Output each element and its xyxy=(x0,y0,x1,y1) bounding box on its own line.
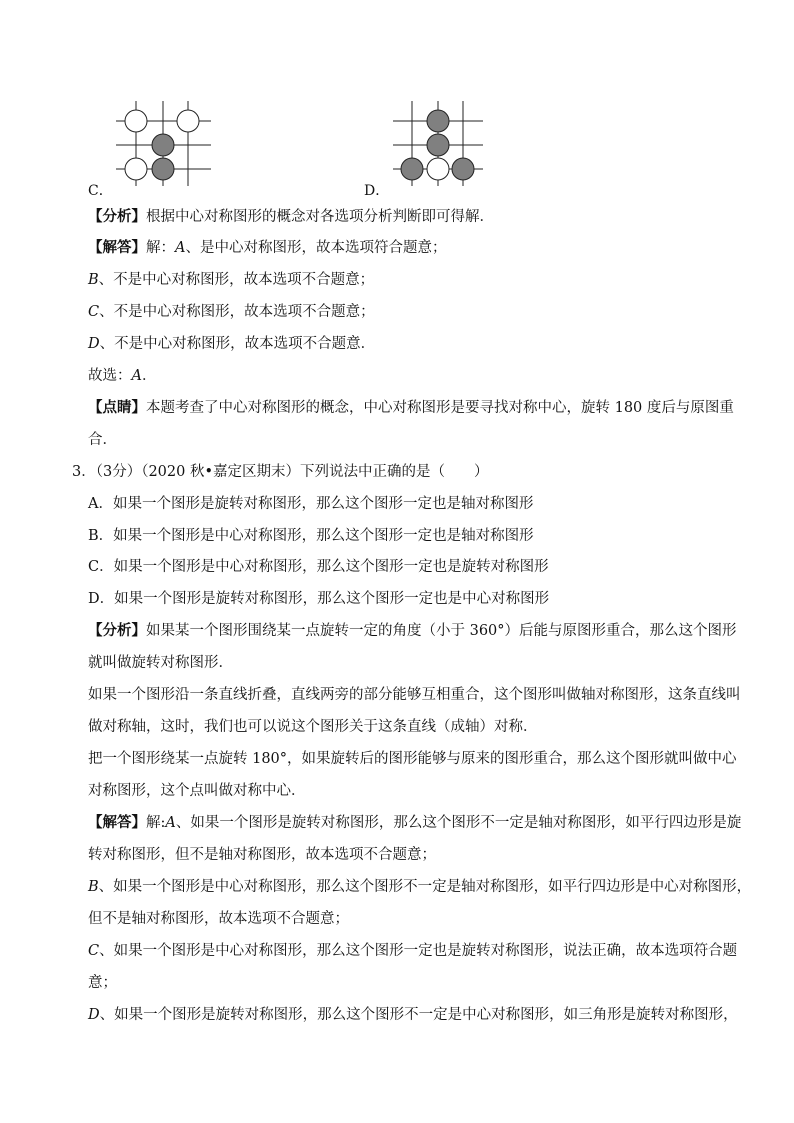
white-stone xyxy=(125,158,147,180)
option-letter: C xyxy=(88,943,100,959)
figure-d-go-board xyxy=(388,96,488,186)
q2-analysis xyxy=(88,207,494,227)
analysis-text: 如果一个图形沿一条直线折叠，直线两旁的部分能够互相重合，这个图形叫做轴对称图形，这条直线叫 xyxy=(88,687,741,703)
choice-suffix: ． xyxy=(141,368,157,384)
black-stone xyxy=(152,134,174,156)
analysis-tag: 【分析】 xyxy=(88,208,146,225)
option-letter: B xyxy=(88,272,99,288)
q3-answer-7 xyxy=(88,1005,738,1025)
answer-text: 、不是中心对称图形，故本选项不合题意； xyxy=(99,304,375,320)
q3-analysis-3 xyxy=(88,685,741,705)
analysis-text: 对称图形，这个点叫做对称中心． xyxy=(88,783,306,799)
answer-text: 、如果一个图形是中心对称图形，那么这个图形一定也是旋转对称图形，说法正确，故本选项符合题 xyxy=(99,943,738,959)
comment-text: 合． xyxy=(88,432,117,448)
choice-prefix: 故选： xyxy=(88,368,132,384)
analysis-text: 做对称轴，这时，我们也可以说这个图形关于这条直线（成轴）对称． xyxy=(88,719,538,735)
q3-analysis-6 xyxy=(88,781,306,801)
figure-d-label: D． xyxy=(364,183,390,199)
question-stem: 3．（3分）（2020 秋•嘉定区期末）下列说法中正确的是（ ） xyxy=(72,464,489,480)
q2-answer-line-c xyxy=(88,302,375,322)
option-letter: C xyxy=(88,304,100,320)
white-stone xyxy=(427,158,449,180)
option-text: D．如果一个图形是旋转对称图形，那么这个图形一定也是中心对称图形 xyxy=(88,591,550,607)
q3-stem xyxy=(72,462,489,482)
q3-answer-4 xyxy=(88,909,349,929)
q3-answer-3 xyxy=(88,877,751,897)
figure-c-label: C． xyxy=(88,183,113,199)
q3-analysis-5 xyxy=(88,749,737,769)
option-letter: A xyxy=(165,815,176,831)
q3-option-b xyxy=(88,526,534,546)
option-figures xyxy=(88,96,728,199)
answer-prefix: 解： xyxy=(146,240,175,256)
black-stone xyxy=(452,158,474,180)
answer-text: 意； xyxy=(88,975,117,991)
q3-option-d xyxy=(88,589,549,609)
analysis-text: 如果某一个图形围绕某一点旋转一定的角度（小于 360°）后能与原图形重合，那么这个图形 xyxy=(146,623,737,639)
q3-answer-6 xyxy=(88,973,117,993)
analysis-tag: 【分析】 xyxy=(88,622,146,639)
option-letter: B xyxy=(88,879,99,895)
answer-text: 、如果一个图形是中心对称图形，那么这个图形不一定是轴对称图形，如平行四边形是中心对称图形， xyxy=(98,879,752,895)
analysis-text: 把一个图形绕某一点旋转 180°，如果旋转后的图形能够与原来的图形重合，那么这个图形就叫做中心 xyxy=(88,751,737,767)
option-letter: A xyxy=(175,240,186,256)
black-stone xyxy=(401,158,423,180)
white-stone xyxy=(177,110,199,132)
q2-comment-cont xyxy=(88,430,117,450)
q2-answer-line-a xyxy=(88,238,446,258)
figure-c-go-board xyxy=(116,96,216,186)
answer-text: 、如果一个图形是旋转对称图形，那么这个图形不一定是轴对称图形，如平行四边形是旋 xyxy=(175,815,742,831)
q3-analysis-4 xyxy=(88,717,538,737)
q3-option-c xyxy=(88,557,549,577)
answer-tag: 【解答】 xyxy=(88,239,146,256)
q3-answer-5 xyxy=(88,941,737,961)
comment-tag: 【点睛】 xyxy=(88,399,146,416)
q3-answer-2 xyxy=(88,845,436,865)
answer-text: 、不是中心对称图形，故本选项不合题意． xyxy=(99,336,376,352)
option-letter: D xyxy=(88,336,100,352)
comment-text: 本题考查了中心对称图形的概念，中心对称图形是要寻找对称中心，旋转 180 度后与原图重 xyxy=(146,400,734,416)
q2-answer-line-d xyxy=(88,334,375,354)
q3-answer-1 xyxy=(88,813,741,833)
option-letter: D xyxy=(88,1007,100,1023)
q3-analysis-1 xyxy=(88,621,737,641)
answer-tag: 【解答】 xyxy=(88,814,146,831)
black-stone xyxy=(427,110,449,132)
answer-text: 、不是中心对称图形，故本选项不合题意； xyxy=(98,272,375,288)
answer-text: 、如果一个图形是旋转对称图形，那么这个图形不一定是中心对称图形，如三角形是旋转对称图形， xyxy=(99,1007,738,1023)
q2-answer-line-b xyxy=(88,270,374,290)
option-text: A．如果一个图形是旋转对称图形，那么这个图形一定也是轴对称图形 xyxy=(88,496,534,512)
option-text: C．如果一个图形是中心对称图形，那么这个图形一定也是旋转对称图形 xyxy=(88,559,549,575)
black-stone xyxy=(427,134,449,156)
black-stone xyxy=(152,158,174,180)
answer-text: 、是中心对称图形，故本选项符合题意； xyxy=(185,240,447,256)
choice-letter: A xyxy=(131,368,142,384)
analysis-text: 就叫做旋转对称图形． xyxy=(88,655,233,671)
q2-choice xyxy=(88,366,156,386)
q3-option-a xyxy=(88,494,533,514)
q3-analysis-2 xyxy=(88,653,233,673)
answer-prefix: 解: xyxy=(146,815,166,831)
q2-comment xyxy=(88,398,734,418)
white-stone xyxy=(125,110,147,132)
analysis-text: 根据中心对称图形的概念对各选项分析判断即可得解． xyxy=(146,209,494,225)
option-text: B．如果一个图形是中心对称图形，那么这个图形一定也是轴对称图形 xyxy=(88,528,534,544)
answer-text: 但不是轴对称图形，故本选项不合题意； xyxy=(88,911,349,927)
answer-text: 转对称图形，但不是轴对称图形，故本选项不合题意； xyxy=(88,847,436,863)
